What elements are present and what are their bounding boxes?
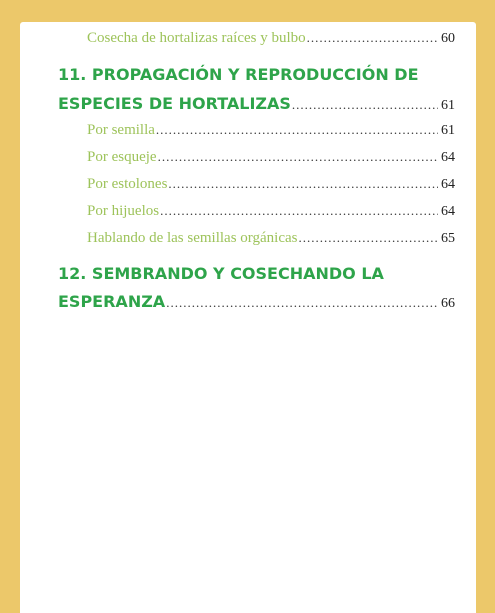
toc-page-number: 61 xyxy=(441,98,455,113)
toc-entry-por-semilla[interactable] xyxy=(87,122,455,139)
toc-page-number: 64 xyxy=(441,204,455,219)
dot-leader xyxy=(307,30,438,46)
dot-leader xyxy=(292,97,438,113)
chapter-12-title-line1[interactable]: 12. SEMBRANDO Y COSECHANDO LA xyxy=(58,264,384,283)
toc-page-number: 65 xyxy=(441,231,455,246)
dot-leader xyxy=(166,295,438,311)
toc-entry-label: Por estolones xyxy=(87,176,168,192)
toc-page-number: 64 xyxy=(441,177,455,192)
toc-page-number: 60 xyxy=(441,31,455,46)
chapter-12-title-line2: ESPERANZA xyxy=(58,292,166,311)
toc-entry-por-esqueje[interactable] xyxy=(87,149,455,166)
toc-entry-label: Hablando de las semillas orgánicas xyxy=(87,230,298,246)
dot-leader xyxy=(299,230,439,246)
document-page xyxy=(20,22,476,613)
toc-entry-label: Por esqueje xyxy=(87,149,157,165)
toc-entry-semillas-organicas[interactable] xyxy=(87,230,455,247)
chapter-11-title-line1[interactable]: 11. PROPAGACIÓN Y REPRODUCCIÓN DE xyxy=(58,65,419,84)
toc-entry-por-hijuelos[interactable] xyxy=(87,203,455,220)
dot-leader xyxy=(158,149,438,165)
toc-entry-label: Por hijuelos xyxy=(87,203,160,219)
toc-chapter-11[interactable] xyxy=(58,94,455,114)
toc-page-number: 66 xyxy=(441,296,455,311)
dot-leader xyxy=(156,122,438,138)
toc-page-number: 61 xyxy=(441,123,455,138)
toc-entry-label: Cosecha de hortalizas raíces y bulbo xyxy=(87,30,306,46)
toc-page-number: 64 xyxy=(441,150,455,165)
dot-leader xyxy=(168,176,438,192)
toc-entry-label: Por semilla xyxy=(87,122,155,138)
toc-entry-harvest-roots[interactable] xyxy=(87,30,455,47)
toc-chapter-12[interactable] xyxy=(58,292,455,312)
toc-entry-por-estolones[interactable] xyxy=(87,176,455,193)
dot-leader xyxy=(160,203,438,219)
chapter-11-title-line2: ESPECIES DE HORTALIZAS xyxy=(58,94,291,113)
